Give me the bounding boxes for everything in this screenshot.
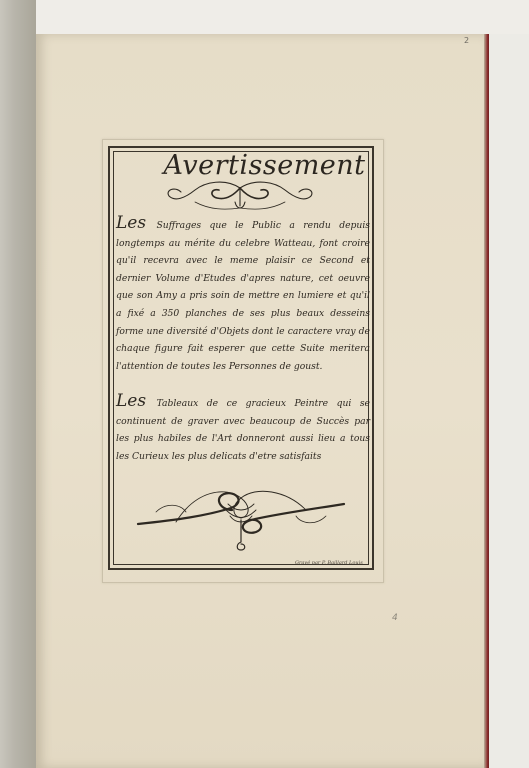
- top-flourish-ornament: [165, 180, 315, 218]
- paragraph-2: [116, 391, 370, 465]
- paragraph-2-initial: Les: [116, 391, 147, 411]
- pencil-annotation: 4: [392, 613, 398, 623]
- paragraph-1: [116, 213, 370, 375]
- background-top: [36, 0, 529, 34]
- paragraph-1-text: Suffrages que le Public a rendu depuis longtemps au mérite du celebre Watteau, font croire qu'il recevra avec le meme plaisir ce Second et dernier Volume d'Etudes d'apres nature, cet oeuvre que son Amy a pris soin de mettre en lumiere et qu'il a fixé a 350 planches de ses plus beaux desseins forme une diversité d'Objets dont le caractere vray de chaque figure fait esperer que cette Suite meritera l'attention de toutes les Personnes de goust.: [116, 220, 370, 372]
- folio-number: 2: [464, 36, 470, 45]
- background-right: [489, 34, 529, 768]
- paragraph-1-initial: Les: [116, 213, 147, 233]
- engraver-credit: Gravé par P. Baillard Louis: [295, 560, 363, 566]
- paragraph-2-text: Tableaux de ce gracieux Peintre qui se continuent de graver avec beaucoup de Succès par les plus habiles de l'Art donneront aussi lieu a tous les Curieux les plus delicats d'etre satisfaits: [116, 398, 370, 462]
- page-title: Avertissement: [163, 150, 366, 181]
- adjacent-page-edge: [0, 0, 37, 768]
- bottom-flourish-ornament: [136, 482, 346, 554]
